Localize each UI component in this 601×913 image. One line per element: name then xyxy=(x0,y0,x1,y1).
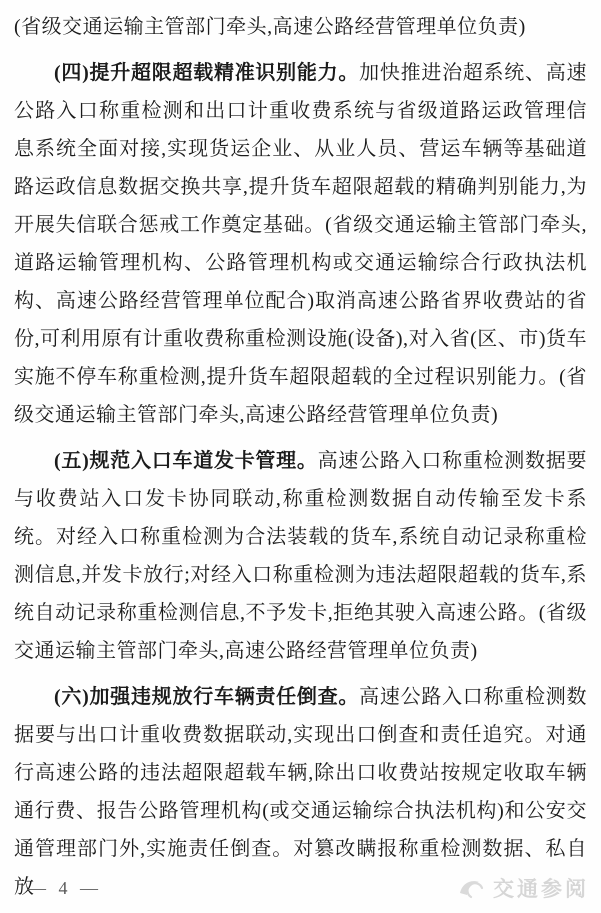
paragraph-heading: (四)提升超限超载精准识别能力。 xyxy=(54,62,360,84)
paragraph-text: 高速公路入口称重检测数据要与出口计重收费数据联动,实现出口倒查和责任追究。对通行高速公路的违法超限超载车辆,除出口收费站按规定收取车辆通行费、报告公路管理机构(或交通运输综合执法机构)和公安交通管理部门外,实施责任倒查。对篡改瞒报称重检测数据、私自放 xyxy=(14,686,587,898)
page-number: — 4 — xyxy=(28,877,102,898)
paragraph-text: 高速公路入口称重检测数据要与收费站入口发卡协同联动,称重检测数据自动传输至发卡系统。对经入口称重检测为合法装载的货车,系统自动记录称重检测信息,并发卡放行;对经入口称重检测为违法超限超载的货车,系统自动记录称重检测信息,不予发卡,拒绝其驶入高速公路。(省级交通运输主管部门牵头,高速公路经营管理单位负责) xyxy=(14,450,588,662)
watermark-logo-icon xyxy=(458,876,488,900)
paragraph xyxy=(14,8,587,46)
paragraph xyxy=(14,54,587,434)
paragraph-heading: (五)规范入口车道发卡管理。 xyxy=(54,450,318,472)
watermark xyxy=(458,873,589,903)
watermark-text: 交通参阅 xyxy=(493,877,589,901)
paragraph-text: 加快推进治超系统、高速公路入口称重检测和出口计重收费系统与省级道路运政管理信息系统全面对接,实现货运企业、从业人员、营运车辆等基础道路运政信息数据交换共享,提升货车超限超载的精确判别能力,为开展失信联合惩戒工作奠定基础。(省级交通运输主管部门牵头,道路运输管理机构、公路管理机构或交通运输综合行政执法机构、高速公路经营管理单位配合)取消高速公路省界收费站的省份,可利用原有计重收费称重检测设施(设备),对入省(区、市)货车实施不停车称重检测,提升货车超限超载的全过程识别能力。(省级交通运输主管部门牵头,高速公路经营管理单位负责) xyxy=(14,62,587,426)
paragraph-heading: (六)加强违规放行车辆责任倒查。 xyxy=(54,686,360,708)
paragraph xyxy=(14,442,587,670)
paragraph-text: (省级交通运输主管部门牵头,高速公路经营管理单位负责) xyxy=(14,16,526,38)
page-footer xyxy=(0,871,601,905)
